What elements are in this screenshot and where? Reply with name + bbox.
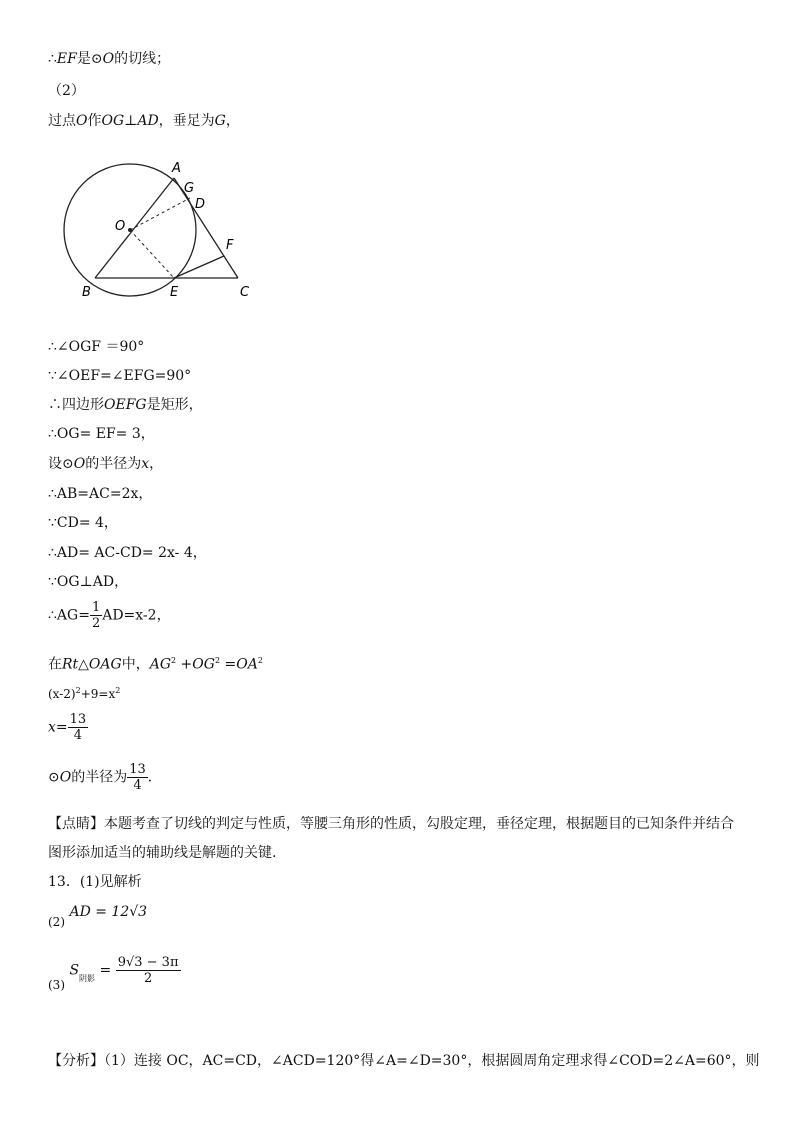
question-13-part-3: (3) $S_{阴影}$ = $\frac{9√3 - 3\pi}{2}$: [48, 955, 179, 992]
question-13-part-1: 13．(1)见解析: [48, 874, 142, 890]
line-ab-ac: ∴AB=AC=2x，: [48, 486, 153, 502]
line-angles-oef-efg: ∵∠OEF=∠EFG=90°: [48, 368, 192, 384]
line-tangent-conclusion: ∴EF是⊙O的切线；: [48, 51, 171, 67]
label-d: D: [195, 197, 206, 212]
fraction-13-4: $\frac{13}{4}$: [69, 712, 87, 743]
line-og-perp-ad: ∵OG⊥AD，: [48, 574, 129, 590]
label-b: B: [82, 285, 91, 300]
line-construction: 过点O作OG⊥AD，垂足为G，: [48, 113, 240, 129]
label-e: E: [170, 285, 179, 300]
line-x-solution: x= $\frac{13}{4}$: [48, 712, 87, 743]
geometry-figure: [60, 150, 280, 310]
line-set-radius: 设⊙O的半径为x，: [48, 456, 164, 472]
line-radius-result: ⊙O的半径为 $\frac{13}{4}$ ．: [48, 762, 162, 793]
question-13-part-2: (2) AD = 12√3: [48, 904, 148, 929]
line-pythagoras: 在Rt△OAG中，$AG^2 +OG^2 =OA^2$: [48, 656, 263, 673]
line-ad: ∴AD= AC-CD= 2x- 4，: [48, 545, 207, 561]
label-c: C: [240, 285, 250, 300]
fraction-half: $\frac{1}{2}$: [91, 600, 101, 631]
line-cd: ∵CD= 4，: [48, 515, 118, 531]
dashed-oe: [130, 230, 174, 278]
label-f: F: [226, 238, 234, 253]
line-og-ef: ∴OG= EF= 3，: [48, 426, 155, 442]
line-rectangle: ∴四边形OEFG是矩形，: [48, 397, 203, 413]
part-2-heading: （2）: [48, 83, 85, 99]
line-angle-ogf: ∴∠OGF ＝90°: [48, 339, 145, 355]
label-g: G: [184, 181, 195, 196]
comment-line-2: 图形添加适当的辅助线是解题的关键.: [48, 845, 277, 861]
segment-ab: [95, 178, 174, 278]
center-point: [128, 228, 132, 232]
fraction-radius: $\frac{13}{4}$: [129, 762, 146, 793]
segment-ef: [174, 256, 224, 278]
fraction-shaded-area: $\frac{9√3 - 3\pi}{2}$: [117, 955, 179, 986]
dashed-og: [130, 198, 190, 230]
label-a: A: [172, 161, 181, 176]
line-ag: ∴AG= $\frac{1}{2}$ AD=x-2，: [48, 600, 171, 631]
line-equation: $(x-2)^2+9=x^2$: [48, 686, 121, 701]
analysis-line: 【分析】（1）连接 OC，AC=CD，∠ACD=120°得∠A=∠D=30°，根据圆周角定理求得∠COD=2∠A=60°，则: [48, 1053, 760, 1069]
comment-line-1: 【点睛】本题考查了切线的判定与性质，等腰三角形的性质，勾股定理，垂径定理，根据题目的已知条件并结合: [48, 816, 734, 832]
label-o: O: [115, 219, 126, 234]
